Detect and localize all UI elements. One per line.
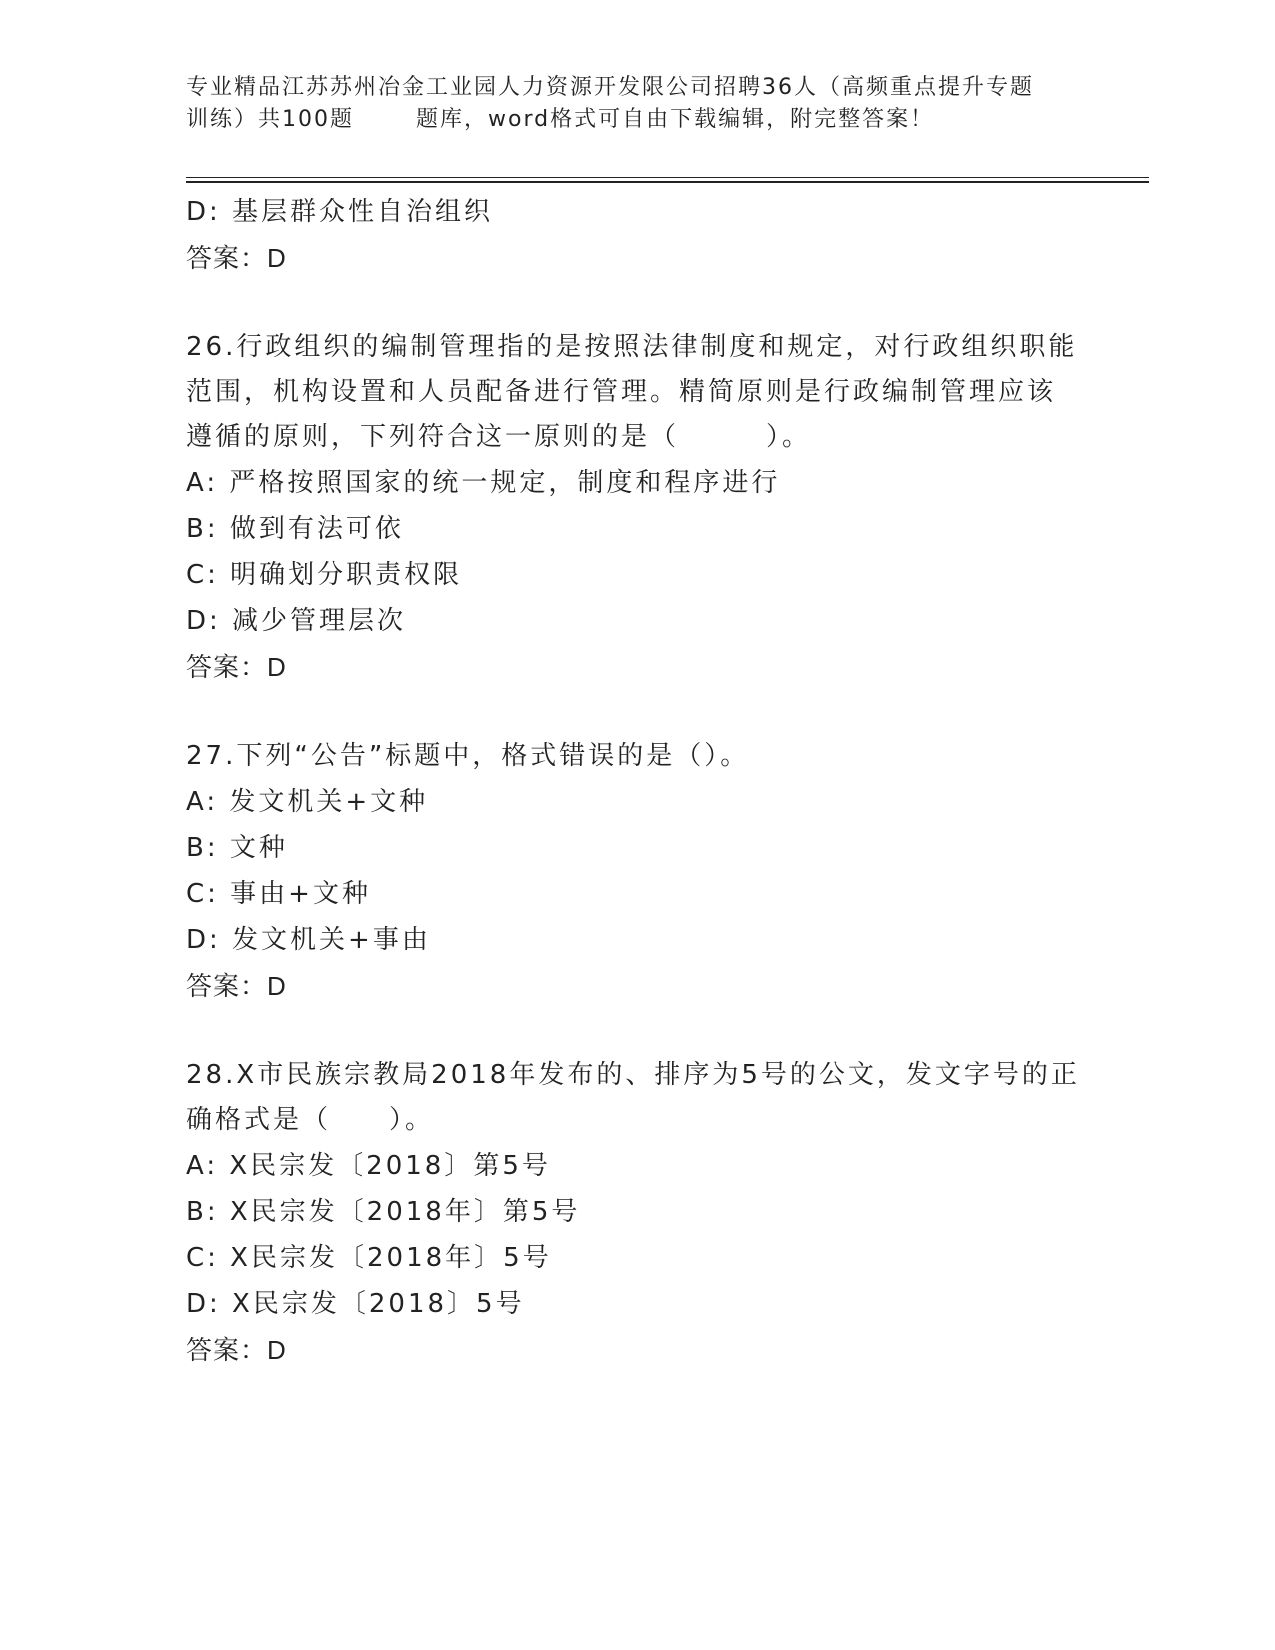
header-title-part-b: 题库，word格式可自由下载编辑，附完整答案！ bbox=[416, 107, 935, 132]
question-text-line: 28.X市民族宗教局2018年发布的、排序为5号的公文，发文字号的正 bbox=[186, 1060, 1080, 1090]
option-c: C: X民宗发〔2018年〕5号 bbox=[186, 1243, 552, 1273]
answer-line: 答案：D bbox=[186, 243, 287, 273]
previous-question-tail bbox=[186, 189, 1086, 281]
option-a: A: X民宗发〔2018〕第5号 bbox=[186, 1151, 551, 1181]
header-title-line-1: 专业精品江苏苏州冶金工业园人力资源开发限公司招聘36人（高频重点提升专题 bbox=[186, 75, 1034, 100]
header-divider-thick bbox=[186, 181, 1149, 183]
option-d: D: 发文机关+事由 bbox=[186, 925, 431, 955]
question-text bbox=[186, 734, 1086, 779]
header-divider-thin bbox=[186, 177, 1149, 178]
option-a: A: 发文机关+文种 bbox=[186, 787, 429, 817]
option-b: B: 文种 bbox=[186, 833, 288, 863]
option-d: D: X民宗发〔2018〕5号 bbox=[186, 1289, 525, 1319]
answer-line: 答案：D bbox=[186, 1335, 287, 1365]
question-27 bbox=[186, 734, 1086, 1009]
option-d: D: 基层群众性自治组织 bbox=[186, 197, 494, 227]
option-a: A: 严格按照国家的统一规定，制度和程序进行 bbox=[186, 468, 781, 498]
option-b: B: X民宗发〔2018年〕第5号 bbox=[186, 1197, 581, 1227]
question-text-line: 确格式是（ ）。 bbox=[186, 1105, 435, 1135]
question-text-line: 27.下列“公告”标题中，格式错误的是（）。 bbox=[186, 741, 750, 771]
answer-line: 答案：D bbox=[186, 652, 287, 682]
question-text-line: 范围，机构设置和人员配备进行管理。精简原则是行政编制管理应该 bbox=[186, 377, 1057, 407]
option-d: D: 减少管理层次 bbox=[186, 606, 407, 636]
answer-line: 答案：D bbox=[186, 971, 287, 1001]
option-c: C: 明确划分职责权限 bbox=[186, 560, 463, 590]
page-header bbox=[186, 72, 1086, 136]
question-text-line: 遵循的原则，下列符合这一原则的是（ ）。 bbox=[186, 422, 812, 452]
header-title-line-2 bbox=[186, 104, 1086, 136]
question-28 bbox=[186, 1053, 1086, 1373]
question-text bbox=[186, 1053, 1086, 1143]
question-26 bbox=[186, 325, 1086, 690]
document-body bbox=[186, 189, 1086, 1373]
question-text-line: 26.行政组织的编制管理指的是按照法律制度和规定，对行政组织职能 bbox=[186, 332, 1078, 362]
header-title-part-a: 训练）共100题 bbox=[186, 107, 354, 132]
option-c: C: 事由+文种 bbox=[186, 879, 371, 909]
option-b: B: 做到有法可依 bbox=[186, 514, 404, 544]
question-text bbox=[186, 325, 1086, 460]
